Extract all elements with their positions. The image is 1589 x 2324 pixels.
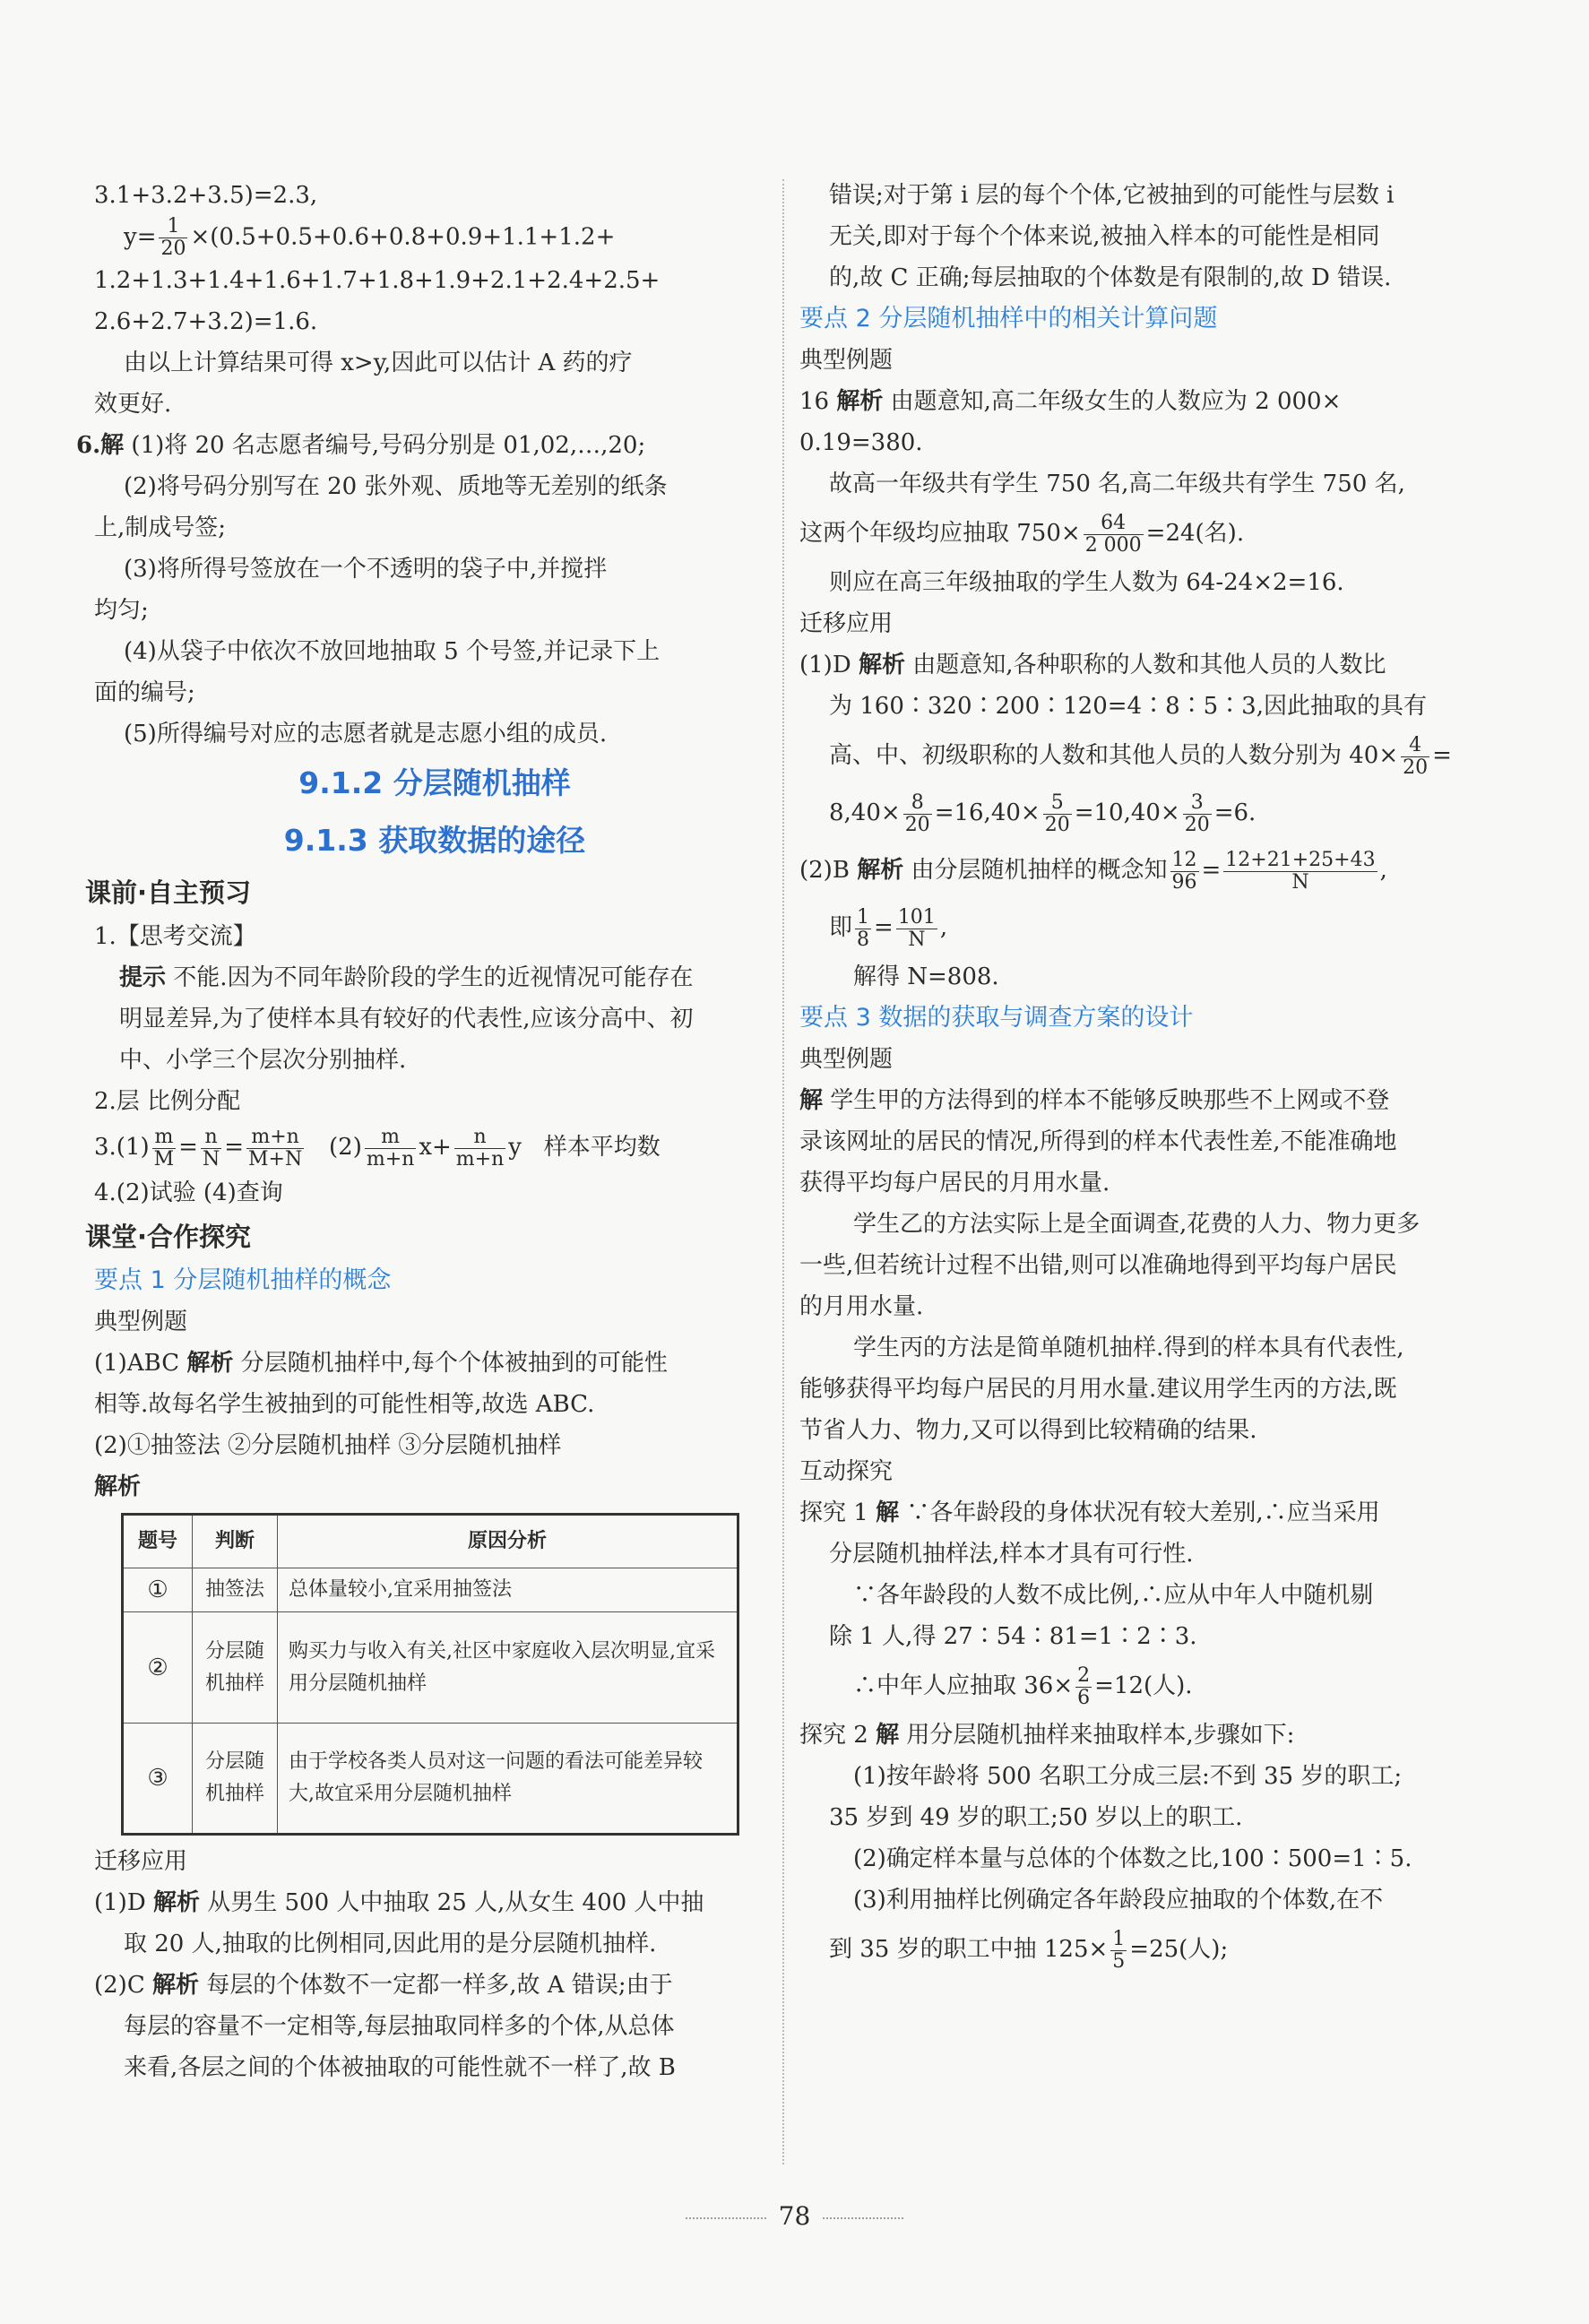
text-line: (3)利用抽样比例确定各年龄段应抽取的个体数,在不 (853, 1887, 1384, 1914)
analysis-table (121, 1513, 739, 1836)
table-header-row (123, 1515, 738, 1568)
text-line: (1)D 解析 从男生 500 人中抽取 25 人,从女生 400 人中抽 (94, 1889, 704, 1916)
text-line: 错误;对于第 i 层的每个个体,它被抽到的可能性与层数 i (829, 182, 1395, 209)
table-row (123, 1724, 738, 1835)
fraction: $\frac{m}{m+n}$ (366, 1125, 415, 1171)
table-cell: 由于学校各类人员对这一问题的看法可能差异较大,故宜采用分层随机抽样 (278, 1724, 738, 1835)
text-line: 取 20 人,抽取的比例相同,因此用的是分层随机抽样. (124, 1931, 657, 1957)
fraction: $\frac{m}{M}$ (153, 1125, 175, 1171)
fraction: $\frac{101}{N}$ (897, 905, 936, 951)
text-line: 除 1 人,得 27∶54∶81=1∶2∶3. (829, 1623, 1197, 1650)
column-header: 判断 (193, 1515, 278, 1568)
text-line: (1)ABC 解析 分层随机抽样中,每个个体被抽到的可能性 (94, 1350, 668, 1377)
column-divider (782, 179, 784, 2164)
text-line: 均匀; (94, 597, 149, 624)
text-line: 提示 不能.因为不同年龄阶段的学生的近视情况可能存在 (119, 964, 694, 991)
formula-line: 3.(1) $\frac{m}{M}$ = $\frac{n}{N}$ = $\frac{m+n}{M+N}$ (2) $\frac{m}{m+n}$ x+ $\frac{n}{m+n}$ y 样本平均数 (94, 1125, 661, 1171)
text-line: 1.【思考交流】 (94, 923, 256, 950)
text-line: 16 解析 由题意知,高二年级女生的人数应为 2 000× (799, 388, 1342, 415)
text-line: (2)C 解析 每层的个体数不一定都一样多,故 A 错误;由于 (94, 1972, 673, 1999)
subheading: 迁移应用 (94, 1848, 188, 1875)
column-header: 题号 (123, 1515, 193, 1568)
text-line: (2)确定样本量与总体的个体数之比,100∶500=1∶5. (853, 1845, 1412, 1872)
fraction: $\frac{5}{20}$ (1044, 791, 1070, 836)
page-footer (0, 2201, 1589, 2231)
text-line: 2.6+2.7+3.2)=1.6. (94, 308, 318, 335)
fraction: $\frac{64}{2 000}$ (1084, 511, 1142, 557)
text-line: 为 160∶320∶200∶120=4∶8∶5∶3,因此抽取的具有 (829, 693, 1427, 720)
q6-line: 6.解 (1)将 20 名志愿者编号,号码分别是 01,02,…,20; (76, 432, 646, 459)
text-line: (1)D 解析 由题意知,各种职称的人数和其他人员的人数比 (799, 652, 1386, 678)
section-title: 9.1.2 分层随机抽样 (298, 765, 571, 800)
text-line: (1)按年龄将 500 名职工分成三层:不到 35 岁的职工; (853, 1763, 1403, 1790)
text-line: 4.(2)试验 (4)查询 (94, 1179, 283, 1206)
heading-class: 课堂·合作探究 (85, 1222, 252, 1252)
text-line: 中、小学三个层次分别抽样. (119, 1047, 407, 1074)
text-line: ∵各年龄段的人数不成比例,∴应从中年人中随机剔 (853, 1582, 1374, 1609)
text-line: (5)所得编号对应的志愿者就是志愿小组的成员. (124, 721, 608, 747)
page-number: 78 (778, 2201, 811, 2231)
text-line: 故高一年级共有学生 750 名,高二年级共有学生 750 名, (829, 471, 1405, 497)
fraction: $\frac{n}{N}$ (202, 1125, 220, 1171)
text-line: 3.1+3.2+3.5)=2.3, (94, 182, 318, 209)
text-line: (4)从袋子中依次不放回地抽取 5 个号签,并记录下上 (124, 638, 661, 665)
formula-line: (2)B 解析 由分层随机抽样的概念知 $\frac{12}{96}$ = $\frac{12+21+25+43}{N}$ , (799, 848, 1387, 894)
text-line: 探究 2 解 用分层随机抽样来抽取样本,步骤如下: (799, 1722, 1295, 1749)
text-line: (2)①抽签法 ②分层随机抽样 ③分层随机抽样 (94, 1432, 562, 1459)
text-line: 探究 1 解 ∵各年龄段的身体状况有较大差别,∴应当采用 (799, 1499, 1380, 1526)
table-cell: ③ (123, 1724, 193, 1835)
table-cell: ① (123, 1568, 193, 1612)
fraction: $\frac{1}{20}$ (160, 215, 186, 260)
text-line: 解得 N=808. (853, 963, 999, 990)
text-line: 1.2+1.3+1.4+1.6+1.7+1.8+1.9+2.1+2.4+2.5+ (94, 267, 661, 294)
subheading: 迁移应用 (799, 610, 894, 637)
table-cell: ② (123, 1612, 193, 1724)
formula-line: 8,40× $\frac{8}{20}$ =16,40× $\frac{5}{20}$ =10,40× $\frac{3}{20}$ =6. (829, 791, 1257, 836)
text-line: 的,故 C 正确;每层抽取的个体数是有限制的,故 D 错误. (829, 264, 1392, 291)
formula-line: ∴中年人应抽取 36× $\frac{2}{6}$ =12(人). (853, 1663, 1193, 1709)
text-line: 效更好. (94, 391, 172, 418)
left-column (76, 175, 775, 2088)
text-line: 0.19=380. (799, 429, 923, 456)
text-line: 上,制成号签; (94, 514, 227, 541)
table-row (123, 1568, 738, 1612)
text-line: 每层的容量不一定相等,每层抽取同样多的个体,从总体 (124, 2013, 675, 2040)
text-line: 则应在高三年级抽取的学生人数为 64-24×2=16. (829, 569, 1344, 596)
table-cell: 分层随机抽样 (193, 1612, 278, 1724)
text-line: 学生乙的方法实际上是全面调查,花费的人力、物力更多 (853, 1211, 1421, 1238)
text-line: 节省人力、物力,又可以得到比较精确的结果. (799, 1417, 1257, 1444)
right-column (799, 175, 1485, 1978)
text-line: 分层随机抽样法,样本才具有可行性. (829, 1541, 1194, 1568)
column-header: 原因分析 (278, 1515, 738, 1568)
fraction: $\frac{1}{8}$ (857, 905, 870, 951)
fraction: $\frac{12}{96}$ (1171, 848, 1197, 894)
text-line: 录该网址的居民的情况,所得到的样本代表性差,不能准确地 (799, 1128, 1397, 1155)
table-cell: 分层随机抽样 (193, 1724, 278, 1835)
table-row (123, 1612, 738, 1724)
text-line: 相等.故每名学生被抽到的可能性相等,故选 ABC. (94, 1391, 595, 1418)
fraction: $\frac{8}{20}$ (904, 791, 930, 836)
fraction: $\frac{3}{20}$ (1184, 791, 1210, 836)
text-line: y= $\frac{1}{20}$ ×(0.5+0.5+0.6+0.8+0.9+1.1+1.2+ (124, 215, 616, 260)
section-title: 9.1.3 获取数据的途径 (283, 823, 586, 858)
table-cell: 抽签法 (193, 1568, 278, 1612)
text-line: 能够获得平均每户居民的月用水量.建议用学生丙的方法,既 (799, 1376, 1397, 1403)
formula-line: 高、中、初级职称的人数和其他人员的人数分别为 40× $\frac{4}{20}$ = (829, 733, 1452, 779)
table-cell: 总体量较小,宜采用抽签法 (278, 1568, 738, 1612)
text-line: (2)将号码分别写在 20 张外观、质地等无差别的纸条 (124, 473, 668, 500)
text-line: 面的编号; (94, 679, 195, 706)
subheading: 互动探究 (799, 1458, 894, 1485)
text-line: 解 学生甲的方法得到的样本不能够反映那些不上网或不登 (799, 1087, 1390, 1114)
fraction: $\frac{m+n}{M+N}$ (248, 1125, 303, 1171)
subheading: 解析 (94, 1473, 142, 1500)
text-line: 无关,即对于每个个体来说,被抽入样本的可能性是相同 (829, 223, 1380, 250)
text-line: 明显差异,为了使样本具有较好的代表性,应该分高中、初 (119, 1006, 694, 1032)
formula-line: 这两个年级均应抽取 750× $\frac{64}{2 000}$ =24(名). (799, 511, 1245, 557)
key-point-1: 要点 1 分层随机抽样的概念 (94, 1266, 392, 1294)
formula-line: 到 35 岁的职工中抽 125× $\frac{1}{5}$ =25(人); (829, 1927, 1229, 1973)
text-line: (3)将所得号签放在一个不透明的袋子中,并搅拌 (124, 556, 608, 583)
subheading: 典型例题 (799, 347, 894, 374)
heading-preview: 课前·自主预习 (85, 877, 252, 908)
text-line: 35 岁到 49 岁的职工;50 岁以上的职工. (829, 1804, 1243, 1831)
text-line: 获得平均每户居民的月用水量. (799, 1170, 1110, 1197)
subheading: 典型例题 (799, 1046, 894, 1073)
table-cell: 购买力与收入有关,社区中家庭收入层次明显,宜采用分层随机抽样 (278, 1612, 738, 1724)
fraction: $\frac{n}{m+n}$ (455, 1125, 505, 1171)
text-line: 来看,各层之间的个体被抽取的可能性就不一样了,故 B (124, 2054, 676, 2081)
footer-dots (686, 2217, 766, 2219)
fraction: $\frac{4}{20}$ (1403, 733, 1429, 779)
subheading: 典型例题 (94, 1309, 188, 1335)
text-line: 一些,但若统计过程不出错,则可以准确地得到平均每户居民 (799, 1252, 1397, 1279)
text-line: 2.层 比例分配 (94, 1088, 241, 1115)
key-point-2: 要点 2 分层随机抽样中的相关计算问题 (799, 305, 1218, 333)
text-line: 学生丙的方法是简单随机抽样.得到的样本具有代表性, (853, 1335, 1404, 1361)
text-line: 由以上计算结果可得 x>y,因此可以估计 A 药的疗 (124, 350, 633, 376)
fraction: $\frac{2}{6}$ (1077, 1663, 1091, 1709)
footer-dots (823, 2217, 903, 2219)
fraction: $\frac{1}{5}$ (1112, 1927, 1126, 1973)
fraction: $\frac{12+21+25+43}{N}$ (1225, 848, 1376, 894)
key-point-3: 要点 3 数据的获取与调查方案的设计 (799, 1004, 1194, 1032)
text-line: 的月用水量. (799, 1293, 924, 1320)
formula-line: 即 $\frac{1}{8}$ = $\frac{101}{N}$ , (829, 905, 948, 951)
